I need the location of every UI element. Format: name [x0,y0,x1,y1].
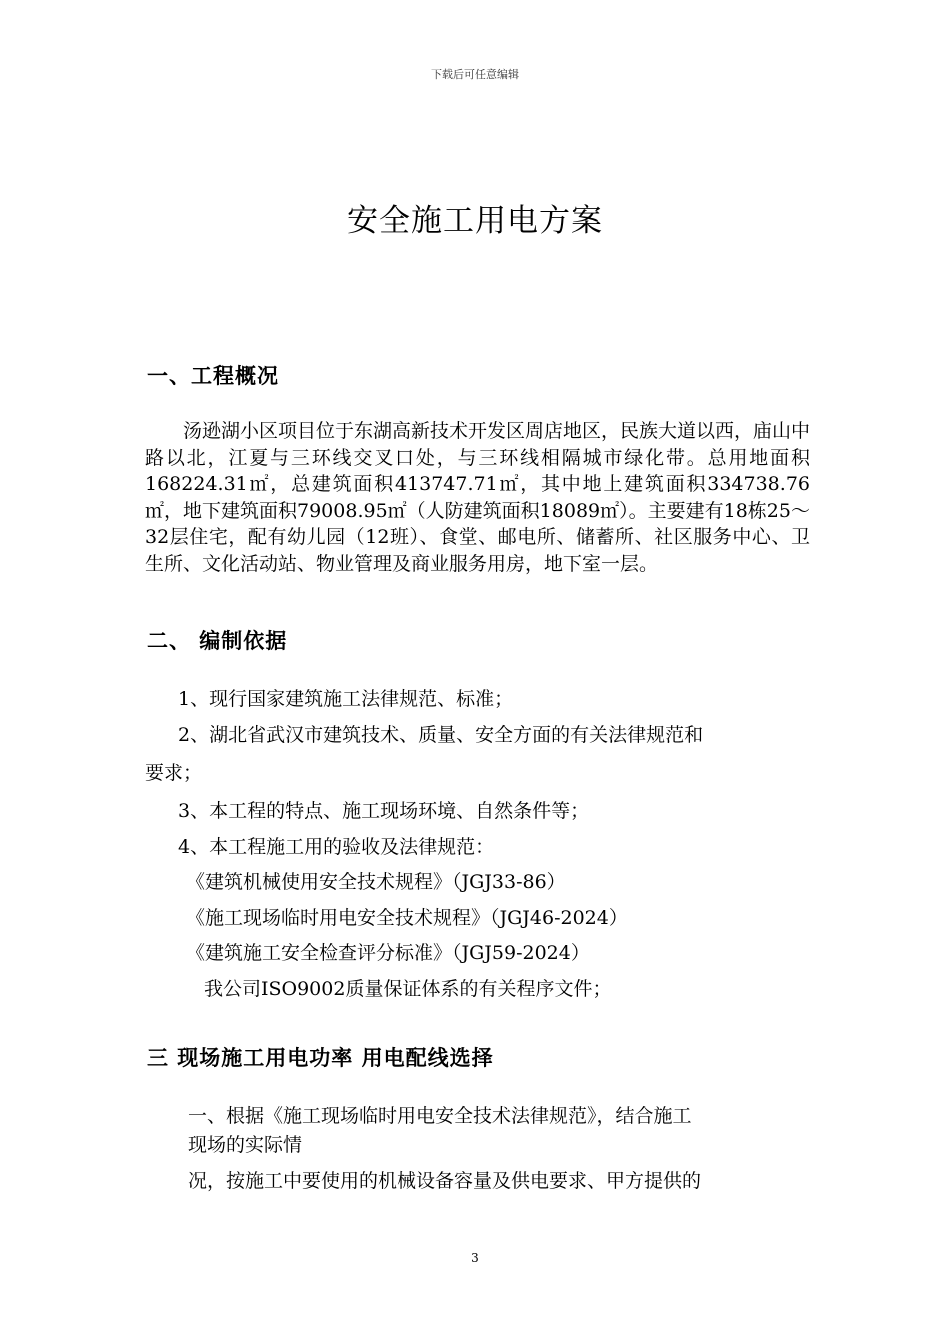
header-note: 下载后可任意编辑 [431,68,519,81]
basis-item-2-line2: 要求； [145,762,203,784]
overview-paragraph: 汤逊湖小区项目位于东湖高新技术开发区周店地区，民族大道以西，庙山中路以北，江夏与三环线交叉口处，与三环线相隔城市绿化带。总用地面积168224.31㎡，总建筑面积413747.71㎡，其中地上建筑面积334738.76㎡，地下建筑面积79008.95㎡（人防建筑面积18089㎡）。主要建有18栋25～32层住宅，配有幼儿园（12班）、食堂、邮电所、储蓄所、社区服务中心、卫生所、文化活动站、物业管理及商业服务用房，地下室一层。 [145,420,811,575]
basis-item-3: 3、本工程的特点、施工现场环境、自然条件等； [178,800,590,822]
basis-item-1: 1、现行国家建筑施工法律规范、标准； [178,688,514,710]
power-line-2: 现场的实际情 [188,1134,303,1156]
basis-reference-1: 《建筑机械使用安全技术规程》（JGJ33-86） [186,871,566,893]
section-heading-basis: 二、 编制依据 [147,628,288,653]
basis-reference-2: 《施工现场临时用电安全技术规程》（JGJ46-2024） [186,907,628,929]
page-number: 3 [471,1251,479,1265]
power-line-1: 一、根据《施工现场临时用电安全技术法律规范》，结合施工 [188,1105,692,1127]
basis-reference-4: 我公司ISO9002质量保证体系的有关程序文件； [204,978,612,1000]
section-heading-overview: 一、工程概况 [147,363,279,388]
document-title: 安全施工用电方案 [347,203,603,239]
basis-reference-3: 《建筑施工安全检查评分标准》（JGJ59-2024） [186,942,590,964]
basis-item-4: 4、本工程施工用的验收及法律规范： [178,836,495,858]
basis-item-2-line1: 2、湖北省武汉市建筑技术、质量、安全方面的有关法律规范和 [178,724,704,746]
power-line-3: 况，按施工中要使用的机械设备容量及供电要求、甲方提供的 [188,1170,702,1192]
section-heading-power: 三 现场施工用电功率 用电配线选择 [147,1045,494,1070]
